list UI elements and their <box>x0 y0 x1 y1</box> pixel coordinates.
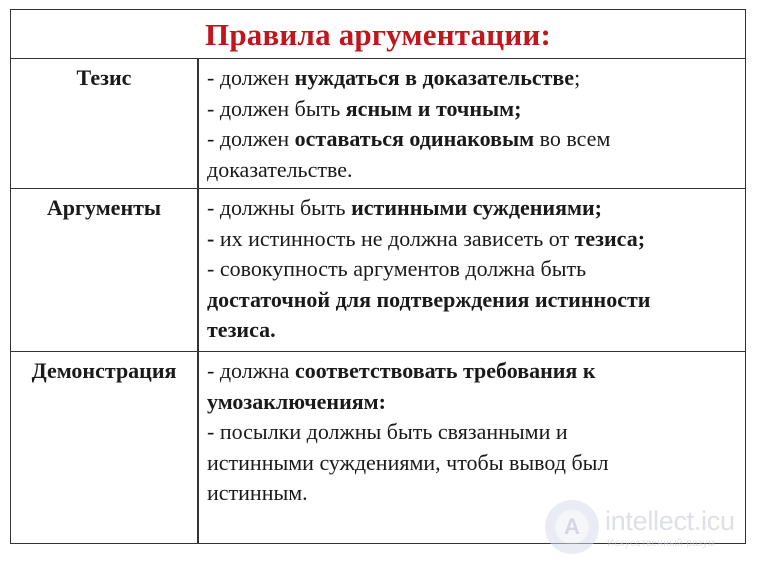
watermark-logo-icon <box>545 500 599 554</box>
rule-text: доказательстве. <box>207 156 353 182</box>
rule-line <box>207 155 737 186</box>
table-row-thesis <box>11 59 745 189</box>
rule-line <box>207 94 737 125</box>
rule-text-bold: истинными суждениями; <box>351 195 602 220</box>
rule-text: истинным. <box>207 480 308 505</box>
row-term: Демонстрация <box>31 358 177 383</box>
rule-text-bold: умозаключениям: <box>207 388 386 414</box>
rule-text-bold: соответствовать требования к <box>294 358 596 383</box>
rule-line <box>207 417 737 448</box>
rules-table <box>10 9 746 544</box>
row-term: Тезис <box>76 65 132 90</box>
rule-text: - должны быть <box>207 195 352 220</box>
rule-line <box>207 193 737 224</box>
watermark-logo-letter: A <box>555 510 589 544</box>
rule-line <box>207 63 737 94</box>
rule-line <box>207 356 737 387</box>
watermark-brand: intellect.icu <box>605 506 735 536</box>
rule-text-bold: достаточной для подтверждения истинности <box>207 286 651 312</box>
rule-text: - должен <box>207 126 295 151</box>
rule-text-bold: нуждаться в доказательстве <box>294 65 575 90</box>
rule-text: - посылки должны быть связанными и <box>207 419 568 444</box>
rule-text: - должен <box>207 65 295 90</box>
rule-text-bold: ясным и точным; <box>345 95 522 121</box>
rule-text: ; <box>574 65 581 90</box>
rule-text: во всем <box>534 126 611 151</box>
rule-text: - совокупность аргументов должна быть <box>207 256 587 281</box>
rule-text: их истинность не должна зависеть от <box>214 225 575 251</box>
rule-text-bold: тезиса. <box>207 317 276 342</box>
watermark <box>545 500 755 556</box>
watermark-tagline: Искусственный разум <box>607 538 716 549</box>
row-term: Аргументы <box>46 195 162 220</box>
table-title-row <box>11 10 745 59</box>
rule-text: - должна <box>207 358 295 383</box>
rule-line <box>207 254 737 285</box>
rule-line <box>207 224 737 255</box>
row-rules <box>207 356 737 509</box>
row-rules <box>207 63 737 185</box>
rule-line <box>207 124 737 155</box>
rule-line <box>207 387 737 418</box>
rule-line <box>207 315 737 346</box>
table-row-arguments <box>11 189 745 352</box>
rule-text-bold: оставаться одинаковым <box>294 126 535 151</box>
rule-text-bold: тезиса; <box>574 225 646 251</box>
rule-text-bold: - <box>207 225 215 251</box>
rule-line <box>207 285 737 316</box>
rule-line <box>207 448 737 479</box>
rule-text: - должен быть <box>207 95 346 121</box>
rule-text: истинными суждениями, чтобы вывод был <box>207 449 609 475</box>
table-title: Правила аргументации: <box>205 17 551 52</box>
row-rules <box>207 193 737 346</box>
